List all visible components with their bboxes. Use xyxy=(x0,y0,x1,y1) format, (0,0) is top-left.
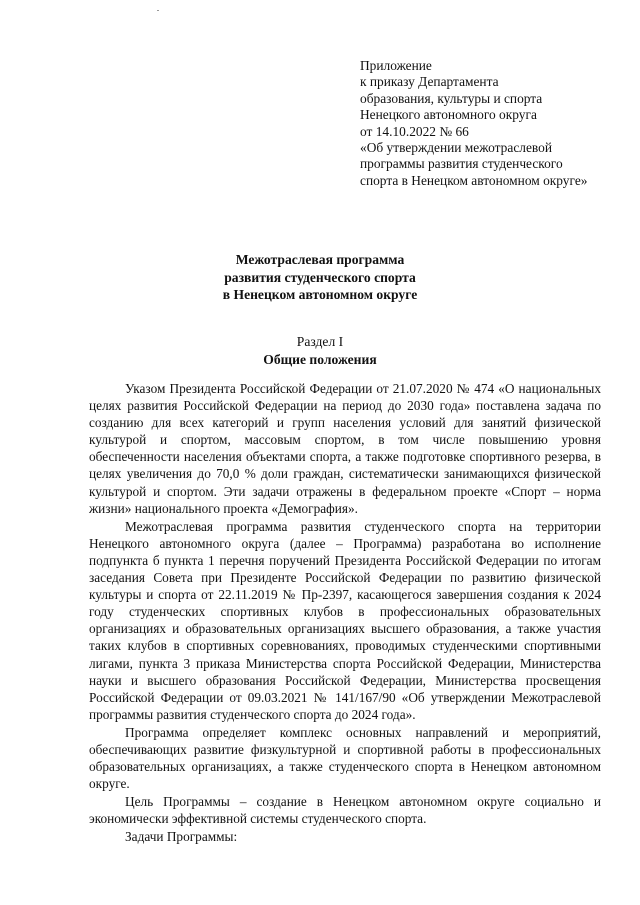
scan-mark xyxy=(157,10,159,11)
appendix-line: Приложение xyxy=(360,58,432,73)
section-name: Общие положения xyxy=(263,351,377,367)
appendix-line: от 14.10.2022 № 66 xyxy=(360,123,469,139)
section-number: Раздел I xyxy=(296,334,344,349)
title-line: в Ненецком автономном округе xyxy=(222,287,418,302)
appendix-line: программы развития студенческого xyxy=(360,156,563,172)
document-body xyxy=(89,380,601,846)
paragraph: Цель Программы – создание в Ненецком автономном округе социально и экономически эффективной системы студенческого спорта. xyxy=(89,794,601,827)
appendix-line: Ненецкого автономного округа xyxy=(360,107,537,123)
title-line: развития студенческого спорта xyxy=(224,269,416,285)
appendix-line: «Об утверждении межотраслевой xyxy=(360,140,552,156)
paragraph: Задачи Программы: xyxy=(125,829,238,845)
title-line: Межотраслевая программа xyxy=(235,252,405,267)
section-heading xyxy=(0,333,640,368)
appendix-block xyxy=(360,58,630,189)
paragraph: Программа определяет комплекс основных направлений и мероприятий, обеспечивающих развитие физкультурной и спортивной работы в профессиональных образовательных организациях, а также студенческого спорта в Ненецком автономном округе. xyxy=(89,724,601,792)
appendix-line: спорта в Ненецком автономном округе» xyxy=(360,172,588,188)
paragraph: Указом Президента Российской Федерации от 21.07.2020 № 474 «О национальных целях развития Российской Федерации на период до 2030 года» поставлена задача по созданию для всех категорий и групп населения условий для занятий физической культурой и спортом, массовым спортом, в том числе повышению уровня обеспеченности населения объектами спорта, а также подготовке спортивного резерва, в целях увеличения до 70,0 % доли граждан, систематически занимающихся физической культурой и спортом. Эти задачи отражены в федеральном проекте «Спорт – норма жизни» национального проекта «Демография». xyxy=(89,381,601,516)
paragraph: Межотраслевая программа развития студенческого спорта на территории Ненецкого автономного округа (далее – Программа) разработана во исполнение подпункта б пункта 1 перечня поручений Президента Российской Федерации по итогам заседания Совета при Президенте Российской Федерации по развитию физической культуры и спорта от 22.11.2019 № Пр-2397, касающегося завершения создания к 2024 году студенческих спортивных клубов в профессиональных образовательных организациях и образовательных организациях высшего образования, а также участия таких клубов в спортивных соревнованиях, проводимых студенческими спортивными лигами, пункта 3 приказа Министерства спорта Российской Федерации, Министерства науки и высшего образования Российской Федерации, Министерства просвещения Российской Федерации от 09.03.2021 № 141/167/90 «Об утверждении Межотраслевой программы развития студенческого спорта до 2024 года». xyxy=(89,518,601,722)
appendix-line: к приказу Департамента xyxy=(360,74,499,90)
appendix-line: образования, культуры и спорта xyxy=(360,90,543,106)
document-title xyxy=(0,251,640,304)
